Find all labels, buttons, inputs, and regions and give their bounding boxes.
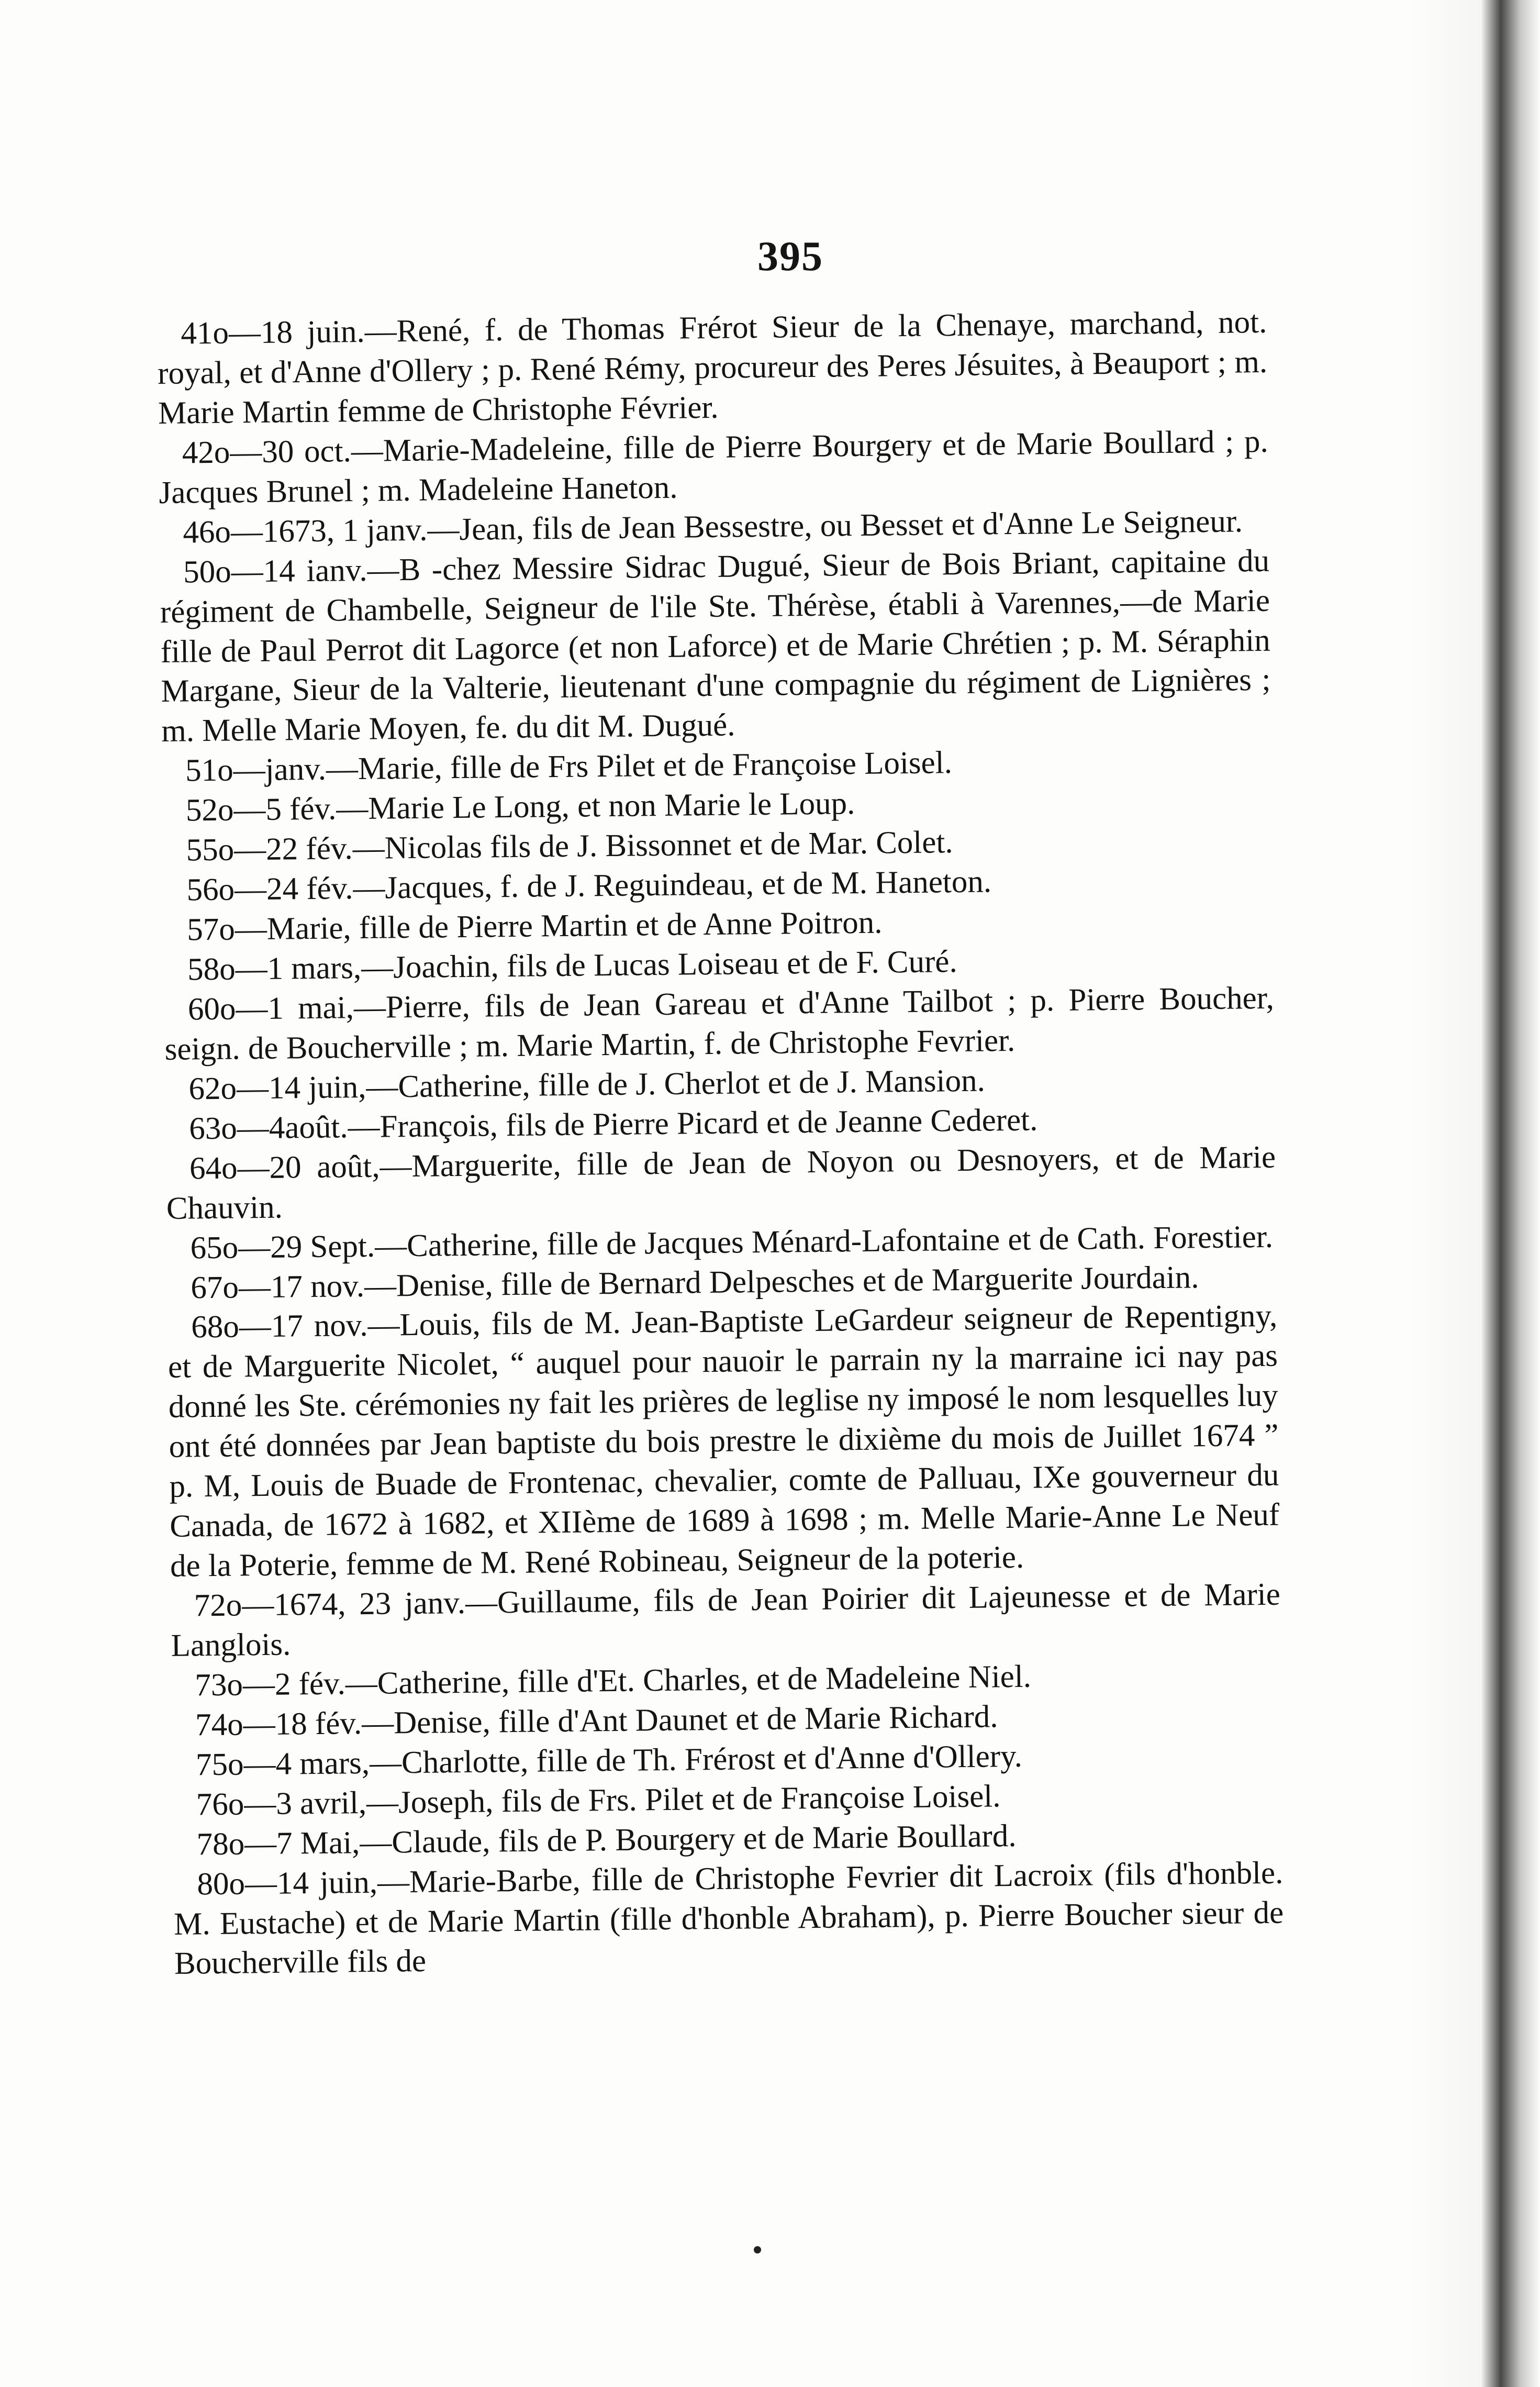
register-entry: 60o—1 mai,—Pierre, fils de Jean Gareau et d'Anne Tailbot ; p. Pierre Boucher, seign. de Boucherville ; m. Marie Martin, f. de Christophe Fevrier. <box>164 980 1275 1067</box>
register-entry: 72o—1674, 23 janv.—Guillaume, fils de Jean Poirier dit Lajeunesse et de Marie Langlois. <box>171 1576 1281 1663</box>
register-entry: 56o—24 fév.—Jacques, f. de J. Reguindeau, et de M. Haneton. <box>186 864 992 908</box>
register-entry: 55o—22 fév.—Nicolas fils de J. Bissonnet et de Mar. Colet. <box>186 825 953 868</box>
register-entry: 63o—4août.—François, fils de Pierre Picard et de Jeanne Cederet. <box>188 1102 1038 1147</box>
register-entry: 62o—14 juin,—Catherine, fille de J. Cherlot et de J. Mansion. <box>188 1063 986 1107</box>
register-entry: 65o—29 Sept.—Catherine, fille de Jacques Ménard-Lafontaine et de Cath. Forestier. <box>190 1219 1274 1265</box>
register-entry: 78o—7 Mai,—Claude, fils de P. Bourgery et de Marie Boullard. <box>196 1818 1017 1862</box>
register-entry: 73o—2 fév.—Catherine, fille d'Et. Charles, et de Madeleine Niel. <box>195 1659 1032 1703</box>
register-entry: 51o—janv.—Marie, fille de Frs Pilet et de Françoise Loisel. <box>185 745 953 789</box>
register-entry: 58o—1 mars,—Joachin, fils de Lucas Loiseau et de F. Curé. <box>187 944 958 987</box>
register-entry: 57o—Marie, fille de Pierre Martin et de Anne Poitron. <box>186 905 883 948</box>
register-entry: 80o—14 juin,—Marie-Barbe, fille de Christophe Fevrier dit Lacroix (fils d'honble. M. Eustache) et de Marie Martin (fille d'honble Abraham), p. Pierre Boucher sieur de Boucherville fils de <box>173 1855 1284 1982</box>
page-number: 395 <box>757 234 823 280</box>
scan-binding-edge <box>1409 0 1540 2387</box>
register-entry: 75o—4 mars,—Charlotte, fille de Th. Frérost et d'Anne d'Ollery. <box>195 1738 1023 1783</box>
register-entry: 46o—1673, 1 janv.—Jean, fils de Jean Bessestre, ou Besset et d'Anne Le Seigneur. <box>183 503 1243 550</box>
register-entry: 67o—17 nov.—Denise, fille de Bernard Delpesches et de Marguerite Jourdain. <box>191 1259 1199 1305</box>
register-entry: 50o—14 ianv.—B -chez Messire Sidrac Dugué, Sieur de Bois Briant, capitaine du régiment de Chambelle, Seigneur de l'ile Ste. Thérèse, établi à Varennes,—de Marie fille de Paul Perrot dit Lagorce (et non Laforce) et de Marie Chrétien ; p. M. Séraphin Margane, Sieur de la Valterie, lieutenant d'une compagnie du régiment de Lignières ; m. Melle Marie Moyen, fe. du dit M. Dugué. <box>160 543 1271 749</box>
register-entry: 68o—17 nov.—Louis, fils de M. Jean-Baptiste LeGardeur seigneur de Repentigny, et de Marguerite Nicolet, “ auquel pour nauoir le parrain ny la marraine ici nay pas donné les Ste. cérémonies ny fait les prières de leglise ny imposé le nom lesquelles luy ont été données par Jean baptiste du bois prestre le dixième du mois de Juillet 1674 ” p. M, Louis de Buade de Frontenac, chevalier, comte de Palluau, IXe gouverneur du Canada, de 1672 à 1682, et XIIème de 1689 à 1698 ; m. Melle Marie-Anne Le Neuf de la Poterie, femme de M. René Robineau, Seigneur de la poterie. <box>168 1298 1280 1584</box>
ink-dot <box>754 2246 761 2253</box>
register-entry: 41o—18 juin.—René, f. de Thomas Frérot Sieur de la Chenaye, marchand, not. royal, et d'Anne d'Ollery ; p. René Rémy, procureur des Peres Jésuites, à Beauport ; m. Marie Martin femme de Christophe Février. <box>157 304 1268 431</box>
register-entry: 52o—5 fév.—Marie Le Long, et non Marie le Loup. <box>185 786 855 828</box>
register-text <box>157 303 1284 1984</box>
register-entry: 74o—18 fév.—Denise, fille d'Ant Daunet et de Marie Richard. <box>195 1699 998 1743</box>
register-entry: 76o—3 avril,—Joseph, fils de Frs. Pilet et de Françoise Loisel. <box>196 1778 1001 1823</box>
register-entry: 64o—20 août,—Marguerite, fille de Jean de Noyon ou Desnoyers, et de Marie Chauvin. <box>166 1139 1276 1226</box>
register-entry: 42o—30 oct.—Marie-Madeleine, fille de Pierre Bourgery et de Marie Boullard ; p. Jacques Brunel ; m. Madeleine Haneton. <box>159 424 1269 510</box>
